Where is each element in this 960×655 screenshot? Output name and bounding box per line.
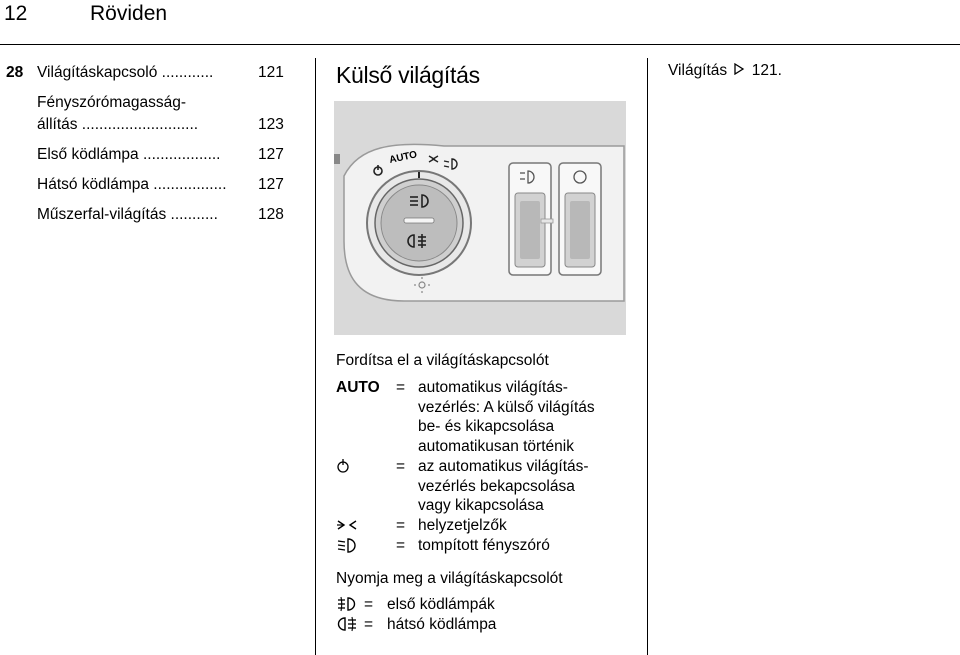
toc-item-page: 127 — [258, 176, 284, 193]
column-divider-left — [315, 58, 316, 655]
toc-item-label: Műszerfal-világítás ........... — [37, 206, 218, 223]
equals-sign: = — [396, 379, 406, 396]
toc-item-page: 127 — [258, 146, 284, 163]
reference-arrow-icon — [733, 62, 745, 80]
auto-symbol: AUTO — [336, 379, 380, 396]
toc-item[interactable] — [0, 204, 310, 226]
definition-text: tompított fényszóró — [418, 537, 550, 554]
toc-item-label: állítás ........................... — [37, 116, 199, 133]
header-divider — [0, 44, 960, 45]
chapter-title: Röviden — [90, 2, 168, 25]
toc-item-page: 123 — [258, 116, 284, 133]
low-beam-icon — [336, 536, 360, 560]
light-switch-figure — [334, 101, 626, 335]
rear-fog-icon — [336, 615, 358, 639]
toc-item[interactable] — [0, 144, 310, 166]
definition-text: az automatikus világítás- vezérlés bekapcsolása vagy kikapcsolása — [418, 458, 589, 514]
toc-item-label: Fényszórómagasság- — [37, 94, 187, 111]
definition-text: hátsó ködlámpa — [387, 616, 497, 633]
column-divider-right — [647, 58, 648, 655]
equals-sign: = — [364, 616, 374, 633]
equals-sign: = — [396, 458, 406, 475]
switch-auto-label: AUTO — [388, 149, 419, 166]
power-icon — [336, 457, 350, 481]
reference-text: Világítás — [668, 62, 728, 79]
equals-sign: = — [396, 537, 406, 554]
toc-item[interactable] — [0, 62, 310, 84]
toc-item[interactable] — [0, 114, 310, 136]
reference-page: 121. — [751, 62, 782, 79]
page-number: 12 — [4, 2, 28, 25]
definition-text: első ködlámpák — [387, 596, 495, 613]
definition-text: helyzetjelzők — [418, 517, 507, 534]
toc-item-label: Hátsó ködlámpa ................. — [37, 176, 227, 193]
section-heading: Külső világítás — [336, 62, 480, 88]
equals-sign: = — [396, 517, 406, 534]
toc-item-page: 128 — [258, 206, 284, 223]
toc-item[interactable] — [0, 92, 310, 114]
toc-item[interactable] — [0, 174, 310, 196]
toc-item-label: Első ködlámpa .................. — [37, 146, 221, 163]
toc-item-page: 121 — [258, 64, 284, 81]
toc-list — [0, 62, 310, 226]
cross-reference[interactable] — [668, 62, 782, 80]
definition-text: automatikus világítás- vezérlés: A külső világítás be- és kikapcsolása automatikusan történik — [418, 379, 595, 455]
toc-item-label: Világításkapcsoló ............ — [37, 64, 214, 81]
toc-section-number: 28 — [6, 64, 24, 81]
instruction-rotate: Fordítsa el a világításkapcsolót — [336, 352, 549, 369]
instruction-press: Nyomja meg a világításkapcsolót — [336, 570, 563, 587]
equals-sign: = — [364, 596, 374, 613]
